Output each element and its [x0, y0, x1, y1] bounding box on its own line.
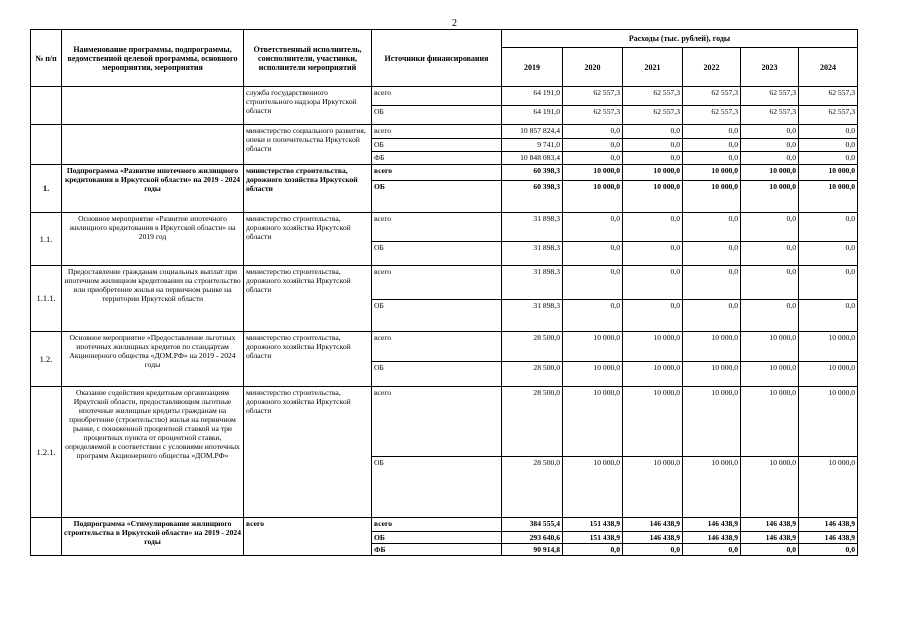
expenditure-table: [30, 29, 858, 556]
amount-cell: 10 000,0: [623, 332, 683, 362]
amount-cell: 10 000,0: [623, 362, 683, 387]
table-row: [31, 213, 858, 242]
executor: служба государственного строительного надзора Иркутской области: [244, 87, 372, 125]
amount-cell: 0,0: [563, 266, 623, 300]
amount-cell: 62 557,3: [741, 87, 799, 106]
amount-cell: 146 438,9: [799, 532, 858, 544]
amount-cell: 62 557,3: [799, 87, 858, 106]
header-name: Наименование программы, подпрограммы, ведомственной целевой программы, основного мероприятия, мероприятия: [62, 30, 244, 87]
funding-source: ОБ: [372, 139, 502, 152]
amount-cell: 0,0: [683, 266, 741, 300]
funding-source: ОБ: [372, 181, 502, 213]
header-year: 2023: [741, 48, 799, 87]
program-name: Основное мероприятие «Развитие ипотечного жилищного кредитования в Иркутской области» на 2019 год: [62, 213, 244, 266]
amount-cell: 0,0: [623, 152, 683, 165]
amount-cell: 146 438,9: [623, 518, 683, 532]
amount-cell: 0,0: [623, 125, 683, 139]
amount-cell: 10 000,0: [623, 387, 683, 457]
funding-source: ФБ: [372, 544, 502, 556]
amount-cell: 9 741,0: [502, 139, 563, 152]
amount-cell: 0,0: [799, 544, 858, 556]
amount-cell: 62 557,3: [799, 106, 858, 125]
amount-cell: 10 000,0: [799, 332, 858, 362]
amount-cell: 0,0: [741, 266, 799, 300]
amount-cell: 0,0: [683, 242, 741, 266]
funding-source: ОБ: [372, 300, 502, 332]
amount-cell: 146 438,9: [683, 532, 741, 544]
amount-cell: 0,0: [741, 544, 799, 556]
amount-cell: 10 000,0: [741, 387, 799, 457]
row-number: 1.2.: [31, 332, 62, 387]
amount-cell: 0,0: [741, 242, 799, 266]
amount-cell: 0,0: [799, 125, 858, 139]
funding-source: всего: [372, 125, 502, 139]
amount-cell: 151 438,9: [563, 518, 623, 532]
amount-cell: 62 557,3: [623, 87, 683, 106]
header-source: Источники финансирования: [372, 30, 502, 87]
amount-cell: 0,0: [623, 213, 683, 242]
amount-cell: 90 914,8: [502, 544, 563, 556]
amount-cell: 0,0: [563, 152, 623, 165]
page-number: 2: [452, 18, 457, 29]
row-number: 1.: [31, 165, 62, 213]
amount-cell: 146 438,9: [741, 518, 799, 532]
amount-cell: 10 000,0: [563, 362, 623, 387]
row-number: 1.1.: [31, 213, 62, 266]
amount-cell: 0,0: [799, 139, 858, 152]
amount-cell: 0,0: [563, 242, 623, 266]
amount-cell: 0,0: [741, 213, 799, 242]
amount-cell: 0,0: [623, 139, 683, 152]
amount-cell: 10 000,0: [683, 457, 741, 518]
amount-cell: 10 000,0: [563, 332, 623, 362]
amount-cell: 31 898,3: [502, 213, 563, 242]
funding-source: всего: [372, 518, 502, 532]
amount-cell: 31 898,3: [502, 300, 563, 332]
amount-cell: 62 557,3: [563, 106, 623, 125]
amount-cell: 64 191,0: [502, 106, 563, 125]
amount-cell: 0,0: [683, 125, 741, 139]
funding-source: всего: [372, 266, 502, 300]
amount-cell: 10 000,0: [741, 181, 799, 213]
amount-cell: 0,0: [683, 300, 741, 332]
funding-source: ОБ: [372, 457, 502, 518]
amount-cell: 10 000,0: [683, 332, 741, 362]
amount-cell: 64 191,0: [502, 87, 563, 106]
amount-cell: 10 000,0: [741, 165, 799, 181]
program-name: Основное мероприятие «Предоставление льготных ипотечных жилищных кредитов по стандартам Акционерного общества «ДОМ.РФ» на 2019 - 2024 годы: [62, 332, 244, 387]
amount-cell: 10 000,0: [563, 165, 623, 181]
funding-source: всего: [372, 387, 502, 457]
program-name: [62, 87, 244, 125]
table-row: [31, 266, 858, 300]
amount-cell: 10 000,0: [563, 387, 623, 457]
header-year: 2022: [683, 48, 741, 87]
table-row: [31, 165, 858, 181]
amount-cell: 31 898,3: [502, 266, 563, 300]
amount-cell: 0,0: [683, 139, 741, 152]
header-year: 2024: [799, 48, 858, 87]
funding-source: ОБ: [372, 242, 502, 266]
amount-cell: 0,0: [683, 213, 741, 242]
funding-source: всего: [372, 213, 502, 242]
amount-cell: 0,0: [563, 139, 623, 152]
amount-cell: 0,0: [563, 213, 623, 242]
amount-cell: 31 898,3: [502, 242, 563, 266]
row-number: 1.2.1.: [31, 387, 62, 518]
amount-cell: 10 000,0: [683, 362, 741, 387]
amount-cell: 0,0: [623, 544, 683, 556]
amount-cell: 146 438,9: [623, 532, 683, 544]
amount-cell: 28 500,0: [502, 457, 563, 518]
amount-cell: 10 000,0: [799, 457, 858, 518]
header-year: 2020: [563, 48, 623, 87]
amount-cell: 10 000,0: [623, 165, 683, 181]
amount-cell: 28 500,0: [502, 332, 563, 362]
funding-source: всего: [372, 332, 502, 362]
funding-source: ФБ: [372, 152, 502, 165]
amount-cell: 10 000,0: [683, 181, 741, 213]
amount-cell: 0,0: [563, 125, 623, 139]
funding-source: всего: [372, 87, 502, 106]
amount-cell: 10 000,0: [623, 457, 683, 518]
amount-cell: 0,0: [623, 242, 683, 266]
amount-cell: 28 500,0: [502, 362, 563, 387]
row-number: [31, 125, 62, 165]
amount-cell: 0,0: [623, 266, 683, 300]
amount-cell: 28 500,0: [502, 387, 563, 457]
program-name: Подпрограмма «Развитие ипотечного жилищного кредитования в Иркутской области» на 2019 - 2024 годы: [62, 165, 244, 213]
amount-cell: 62 557,3: [741, 106, 799, 125]
amount-cell: 0,0: [799, 242, 858, 266]
row-number: [31, 518, 62, 556]
header-num: № п/п: [31, 30, 62, 87]
header-expenses: Расходы (тыс. рублей), годы: [502, 30, 858, 48]
amount-cell: 10 000,0: [623, 181, 683, 213]
amount-cell: 0,0: [741, 139, 799, 152]
amount-cell: 10 000,0: [563, 457, 623, 518]
program-name: [62, 125, 244, 165]
amount-cell: 151 438,9: [563, 532, 623, 544]
funding-source: ОБ: [372, 106, 502, 125]
program-name: Подпрограмма «Стимулирование жилищного строительства в Иркутской области» на 2019 - 2024 годы: [62, 518, 244, 556]
row-number: 1.1.1.: [31, 266, 62, 332]
amount-cell: 293 640,6: [502, 532, 563, 544]
funding-source: ОБ: [372, 362, 502, 387]
executor: министерство строительства, дорожного хозяйства Иркутской области: [244, 165, 372, 213]
amount-cell: 10 000,0: [741, 362, 799, 387]
amount-cell: 62 557,3: [563, 87, 623, 106]
amount-cell: 10 000,0: [799, 387, 858, 457]
amount-cell: 60 398,3: [502, 181, 563, 213]
amount-cell: 10 000,0: [741, 332, 799, 362]
amount-cell: 62 557,3: [683, 106, 741, 125]
amount-cell: 0,0: [683, 544, 741, 556]
amount-cell: 384 555,4: [502, 518, 563, 532]
header-executor: Ответственный исполнитель, соисполнители, участники, исполнители мероприятий: [244, 30, 372, 87]
amount-cell: 146 438,9: [683, 518, 741, 532]
amount-cell: 0,0: [799, 300, 858, 332]
amount-cell: 0,0: [563, 544, 623, 556]
executor: министерство строительства, дорожного хозяйства Иркутской области: [244, 387, 372, 518]
executor: всего: [244, 518, 372, 556]
amount-cell: 62 557,3: [623, 106, 683, 125]
amount-cell: 10 848 083,4: [502, 152, 563, 165]
amount-cell: 10 000,0: [799, 165, 858, 181]
header-year: 2019: [502, 48, 563, 87]
amount-cell: 0,0: [563, 300, 623, 332]
program-name: Оказание содействия кредитным организациям Иркутской области, предоставляющим льготные ипотечные жилищные кредиты гражданам на приобретение (строительство) жилья на первичном рынке, с пониженной процентной ставкой на три процентных пункта от процентной ставки, определяемой в соответствии с условиями ипотечных программ Акционерного общества «ДОМ.РФ»: [62, 387, 244, 518]
amount-cell: 0,0: [741, 125, 799, 139]
amount-cell: 0,0: [683, 152, 741, 165]
funding-source: всего: [372, 165, 502, 181]
amount-cell: 0,0: [741, 152, 799, 165]
amount-cell: 62 557,3: [683, 87, 741, 106]
amount-cell: 10 000,0: [741, 457, 799, 518]
table-row: [31, 125, 858, 139]
amount-cell: 0,0: [623, 300, 683, 332]
amount-cell: 10 000,0: [683, 387, 741, 457]
amount-cell: 0,0: [741, 300, 799, 332]
amount-cell: 146 438,9: [799, 518, 858, 532]
amount-cell: 60 398,3: [502, 165, 563, 181]
table-row: [31, 387, 858, 457]
funding-source: ОБ: [372, 532, 502, 544]
amount-cell: 0,0: [799, 213, 858, 242]
amount-cell: 10 000,0: [683, 165, 741, 181]
executor: министерство строительства, дорожного хозяйства Иркутской области: [244, 332, 372, 387]
amount-cell: 10 000,0: [799, 181, 858, 213]
row-number: [31, 87, 62, 125]
amount-cell: 0,0: [799, 152, 858, 165]
executor: министерство строительства, дорожного хозяйства Иркутской области: [244, 266, 372, 332]
table-row: [31, 332, 858, 362]
table-row: [31, 518, 858, 532]
table-row: [31, 87, 858, 106]
amount-cell: 10 000,0: [563, 181, 623, 213]
executor: министерство социального развития, опеки и попечительства Иркутской области: [244, 125, 372, 165]
amount-cell: 10 857 824,4: [502, 125, 563, 139]
executor: министерство строительства, дорожного хозяйства Иркутской области: [244, 213, 372, 266]
amount-cell: 10 000,0: [799, 362, 858, 387]
header-year: 2021: [623, 48, 683, 87]
program-name: Предоставление гражданам социальных выплат при ипотечном жилищном кредитовании на строительство или приобретение жилья на первичном рынке на территории Иркутской области: [62, 266, 244, 332]
amount-cell: 146 438,9: [741, 532, 799, 544]
amount-cell: 0,0: [799, 266, 858, 300]
